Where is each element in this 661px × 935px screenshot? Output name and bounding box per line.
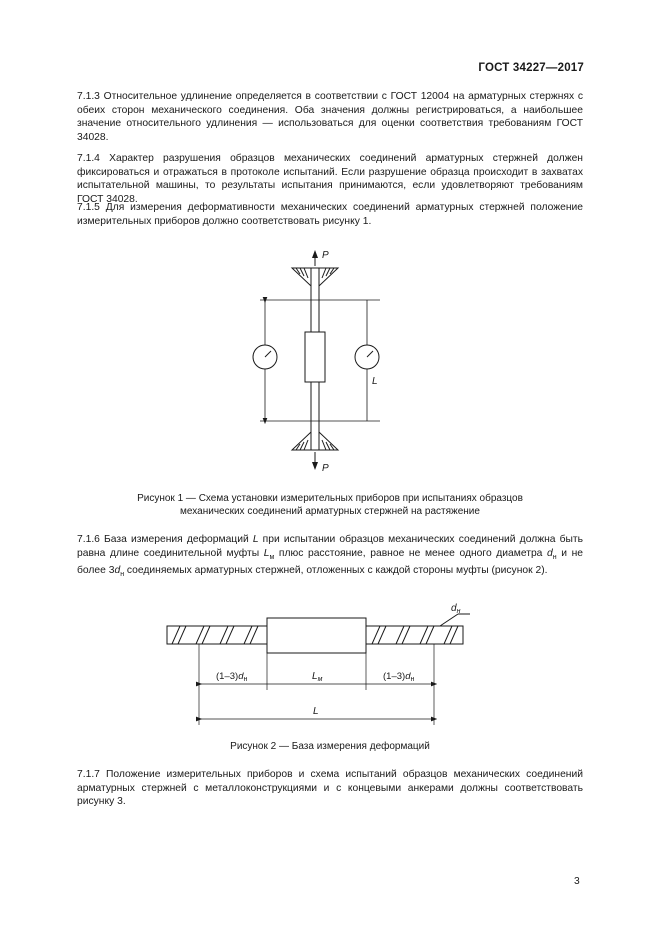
symbol-l: L (252, 534, 259, 545)
subscript: н (120, 571, 125, 579)
paragraph-text: 7.1.3 Относительное удлинение определяется в соответствии с ГОСТ 12004 на арматурных стержнях с обеих сторон механического соединения. Оба значения должны регистрироваться, а наибольшее значение относительного удлинения — использоваться для оценки соответствия требованиям ГОСТ 34028. (77, 91, 583, 144)
dial-gauge-left (253, 345, 277, 369)
caption-line: Рисунок 1 — Схема установки измерительных приборов при испытаниях образцов (137, 493, 523, 504)
label-right-range: $(1-3)d_н$ (383, 671, 415, 683)
label-p-bottom: P (322, 463, 329, 474)
paragraph-text: 7.1.7 Положение измерительных приборов и схема испытаний образцов механических соединений арматурных стержней с металлоконструкциями и с концевыми анкерами должны соответствовать рисунку 3. (77, 769, 583, 808)
paragraph-text: 7.1.5 Для измерения деформативности механических соединений арматурных стержней положение измерительных приборов должно соответствовать рисунку 1. (77, 202, 583, 227)
text-run: и не более 3 (77, 547, 584, 577)
subscript: н (552, 553, 557, 561)
page-number: 3 (574, 876, 580, 887)
caption-line: механических соединений арматурных стержней на растяжение (180, 505, 480, 517)
symbol-lm: L (263, 547, 270, 559)
figure-1-caption (77, 493, 583, 518)
specimen-rod (305, 268, 325, 450)
symbol-d: d (547, 547, 553, 559)
text-run: соединяемых арматурных стержней, отложенных с каждой стороны муфты (рисунок 2). (124, 565, 548, 577)
symbol-d: d (114, 565, 121, 577)
text-run: 7.1.6 База измерения деформаций (77, 534, 253, 545)
text-run: при испытании образцов механических соединений должна быть равна длине соединительной муфты (77, 534, 584, 559)
document-header: ГОСТ 34227—2017 (478, 62, 584, 74)
label-dn: $d_н$ (451, 603, 461, 615)
paragraph-text: 7.1.4 Характер разрушения образцов механических соединений арматурных стержней должен фиксироваться и отражаться в протоколе испытаний. Если разрушение образца происходит в захватах испытательной машины, то результаты испытания принимаются, если удовлетворяют требованиям ГОСТ 34028. (77, 153, 583, 206)
dial-gauge-right (355, 345, 379, 369)
subscript: м (269, 553, 275, 561)
paragraph-7-1-7 (77, 768, 583, 809)
label-p-top: P (322, 250, 329, 261)
label-l-fig2: L (313, 706, 319, 717)
label-left-range: $(1-3)d_н$ (216, 671, 248, 683)
label-lm: $L_м$ (312, 671, 323, 683)
label-l-fig1: L (372, 376, 378, 387)
paragraph-7-1-6 (77, 533, 583, 582)
figure-2-caption: Рисунок 2 — База измерения деформаций (230, 741, 430, 752)
text-run: плюс расстояние, равное не менее одного диаметра (274, 547, 548, 559)
